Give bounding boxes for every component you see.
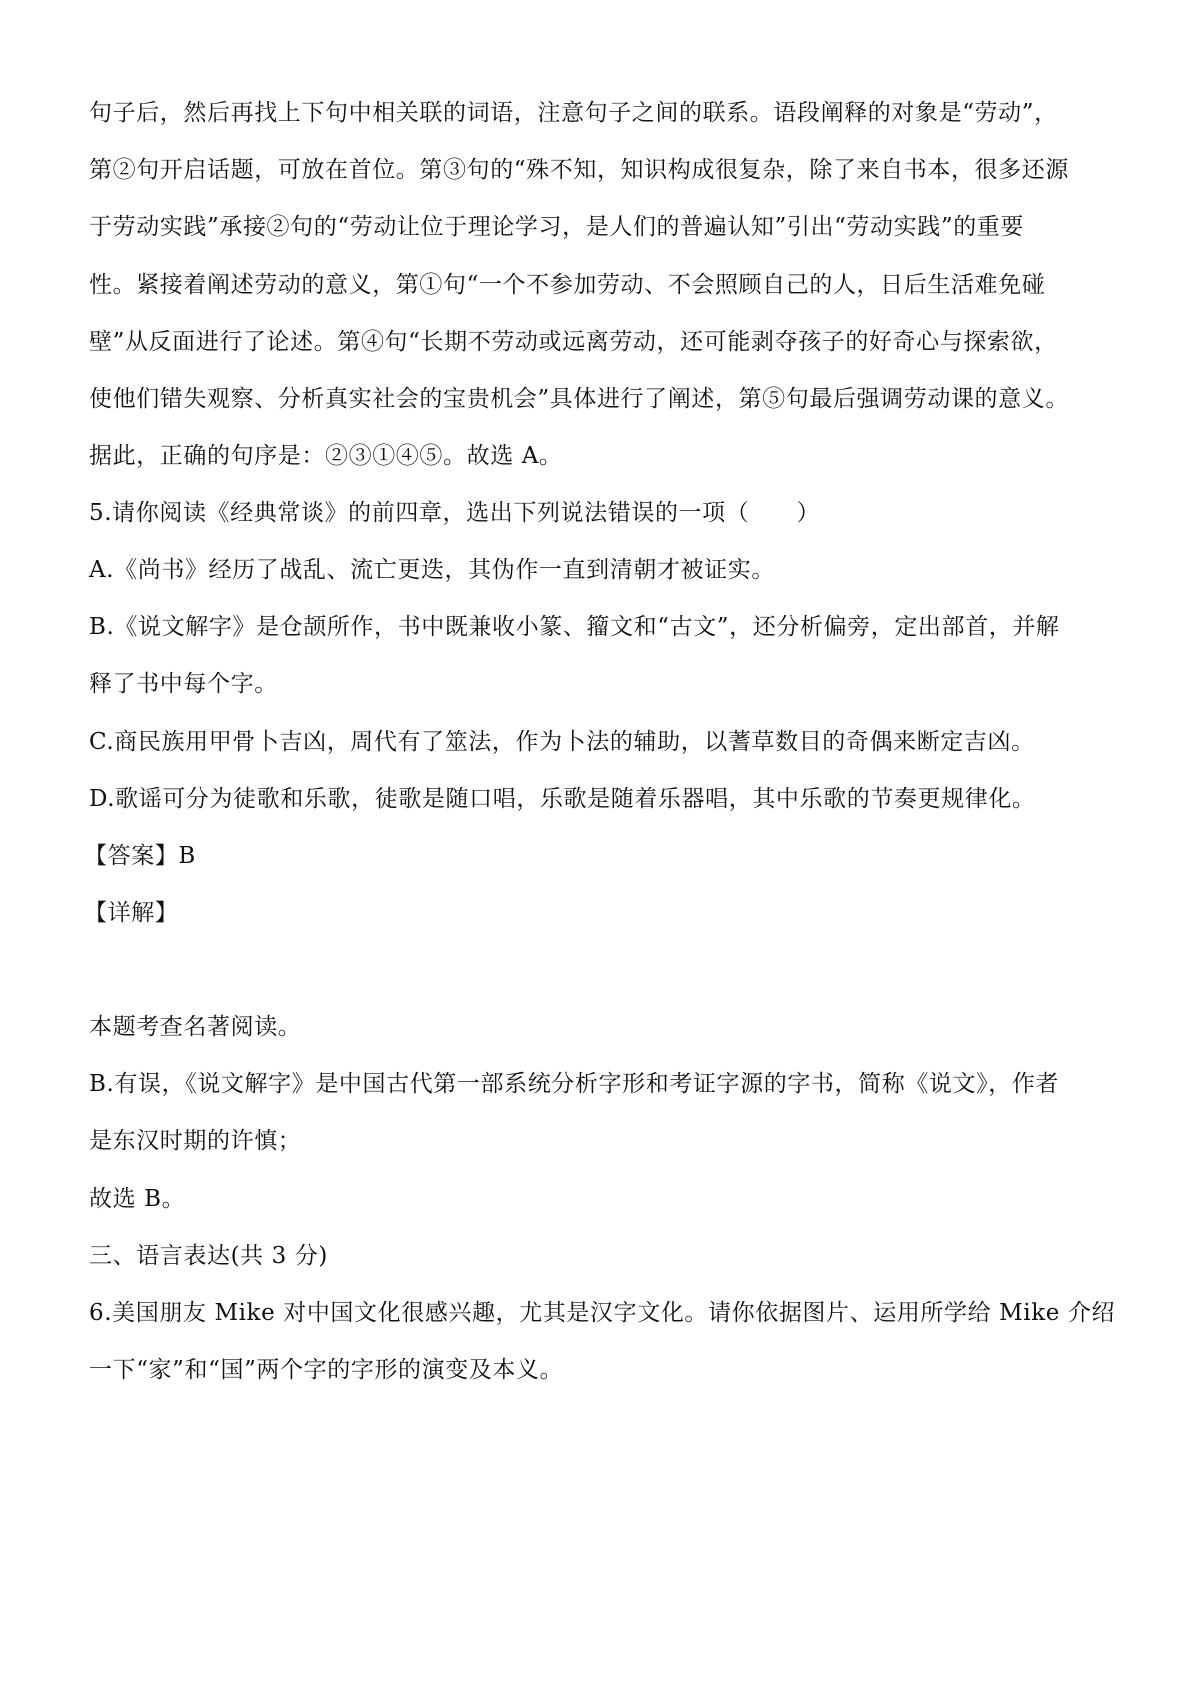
answer-label: 【答案】B	[84, 843, 196, 869]
question-5-option-d: D.歌谣可分为徒歌和乐歌，徒歌是随口唱，乐歌是随着乐器唱，其中乐歌的节奏更规律化。	[89, 786, 1036, 812]
detail-line-1: 本题考查名著阅读。	[89, 1014, 302, 1040]
explanation-line-3: 于劳动实践”承接②句的“劳动让位于理论学习，是人们的普遍认知”引出“劳动实践”的重要	[89, 214, 1024, 240]
question-5-option-c: C.商民族用甲骨卜吉凶，周代有了筮法，作为卜法的辅助，以蓍草数目的奇偶来断定吉凶。	[89, 729, 1035, 755]
section-3-heading: 三、语言表达(共 3 分)	[89, 1243, 329, 1269]
explanation-line-5: 壁”从反面进行了论述。第④句“长期不劳动或远离劳动，还可能剥夺孩子的好奇心与探索欲，	[89, 329, 1058, 355]
detail-line-3: 是东汉时期的许慎；	[89, 1128, 302, 1154]
explanation-line-2: 第②句开启话题，可放在首位。第③句的“殊不知，知识构成很复杂，除了来自书本，很多还源	[89, 157, 1069, 183]
explanation-line-4: 性。紧接着阐述劳动的意义，第①句“一个不参加劳动、不会照顾自己的人，日后生活难免碰	[89, 272, 1046, 298]
question-6-line-2: 一下“家”和“国”两个字的字形的演变及本义。	[89, 1357, 564, 1383]
question-5-option-b-line-1: B.《说文解字》是仓颉所作，书中既兼收小篆、籀文和“古文”，还分析偏旁，定出部首，并解	[89, 614, 1060, 640]
question-5-option-b-line-2: 释了书中每个字。	[89, 671, 278, 697]
detail-label: 【详解】	[84, 900, 179, 926]
explanation-line-1: 句子后，然后再找上下句中相关联的词语，注意句子之间的联系。语段阐释的对象是“劳动”，	[89, 100, 1058, 126]
explanation-line-7: 据此，正确的句序是：②③①④⑤。故选 A。	[89, 443, 563, 469]
question-5-option-a: A.《尚书》经历了战乱、流亡更迭，其伪作一直到清朝才被证实。	[89, 557, 775, 583]
question-5-stem: 5.请你阅读《经典常谈》的前四章，选出下列说法错误的一项（ ）	[89, 500, 821, 526]
question-6-line-1: 6.美国朋友 Mike 对中国文化很感兴趣，尤其是汉字文化。请你依据图片、运用所学给 Mike 介绍	[89, 1300, 1116, 1326]
explanation-line-6: 使他们错失观察、分析真实社会的宝贵机会”具体进行了阐述，第⑤句最后强调劳动课的意义。	[89, 386, 1069, 412]
detail-line-2: B.有误，《说文解字》是中国古代第一部系统分析字形和考证字源的字书，简称《说文》，作者	[89, 1071, 1060, 1097]
detail-line-4: 故选 B。	[89, 1186, 186, 1212]
